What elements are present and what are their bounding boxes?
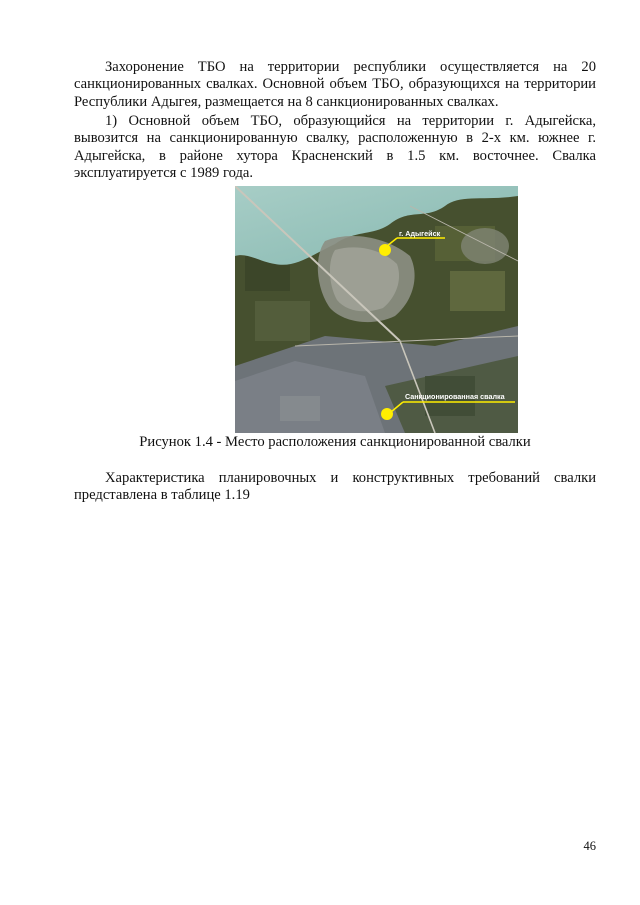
paragraph-3: Характеристика планировочных и конструктивных требований свалки представлена в таблице 1.19 [74,470,596,504]
paragraph-2: 1) Основной объем ТБО, образующийся на территории г. Адыгейска, вывозится на санкционированную свалку, расположенную в 2-х км. южнее г. Адыгейска, в районе хутора Красненский в 1.5 км. восточнее. Свалка эксплуатируется с 1989 года. [74,113,596,182]
city-label: г. Адыгейск [399,229,441,238]
city-marker-icon [379,244,391,256]
satellite-map-figure [235,186,518,433]
landfill-label: Санкционированная свалка [405,392,505,401]
satellite-map [235,186,518,433]
landfill-marker-icon [381,408,393,420]
page-number: 46 [583,839,596,853]
figure-caption: Рисунок 1.4 - Место расположения санкционированной свалки [139,434,531,450]
paragraph-1: Захоронение ТБО на территории республики осуществляется на 20 санкционированных свалках. Основной объем ТБО, образующихся на территории Республики Адыгея, размещается на 8 санкционированных свалках. [74,59,596,110]
